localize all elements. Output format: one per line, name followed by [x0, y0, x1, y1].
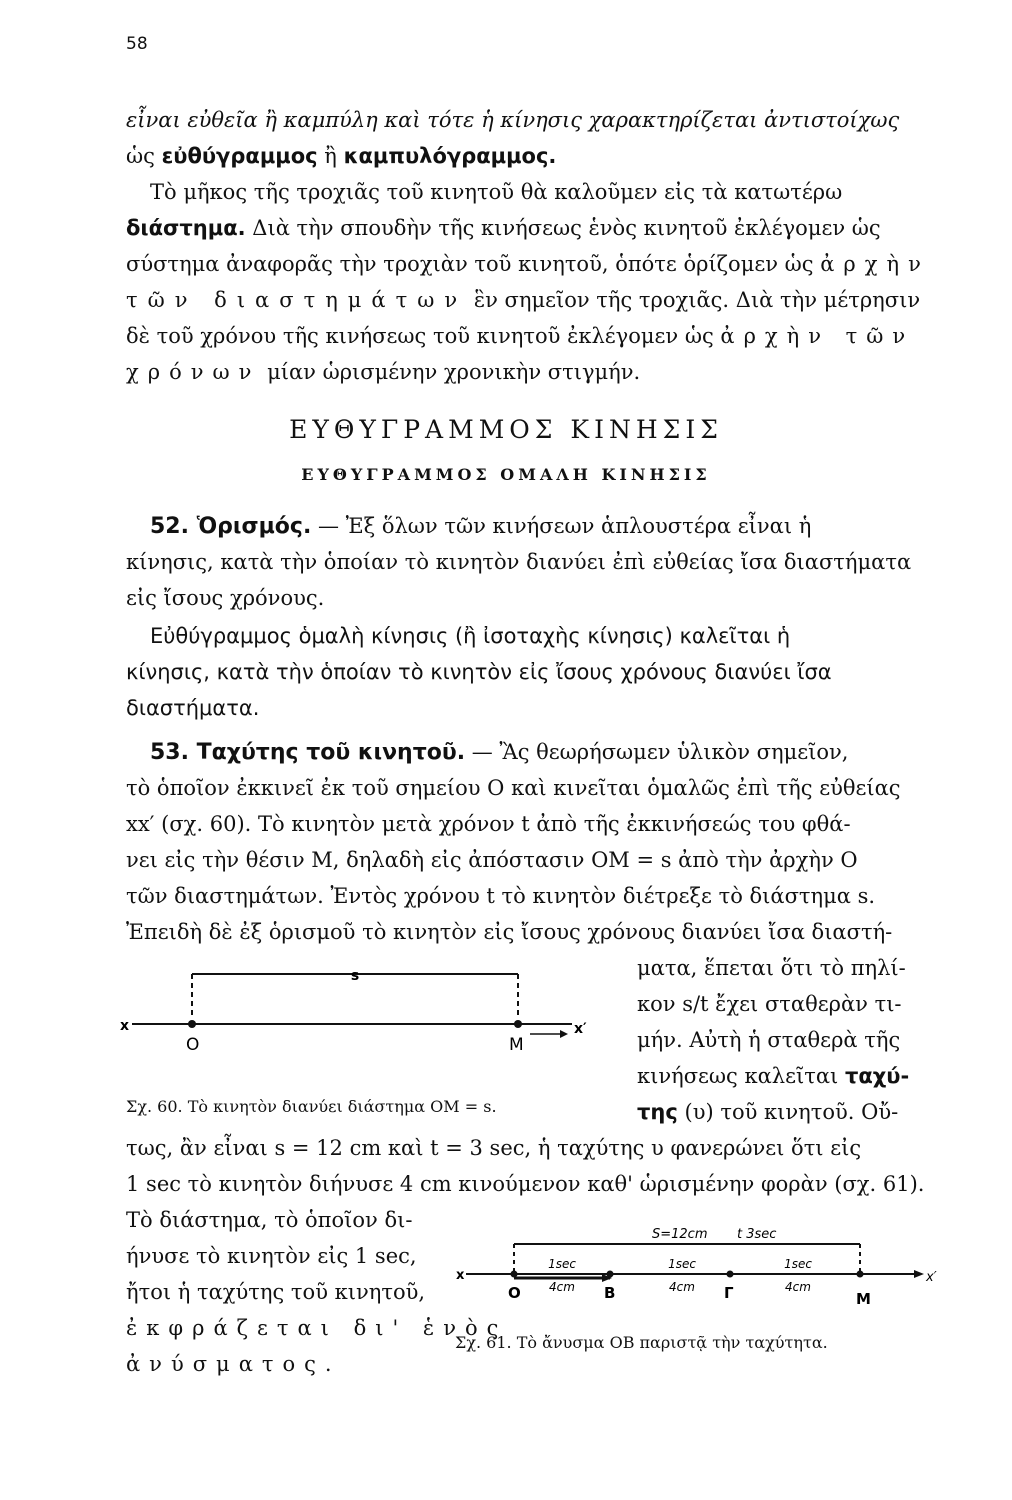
sec52-line2: κίνησις, κατὰ τὴν ὁποίαν τὸ κινητὸν διανύει ἐπὶ εὐθείας ἴσα διαστήματα: [126, 550, 912, 574]
fig60-label-O: O: [186, 1035, 200, 1055]
fig61-point-M: [857, 1271, 864, 1278]
fig60-point-O: [188, 1020, 196, 1028]
figure-61: [452, 1218, 944, 1328]
sec52-def-line2: κίνησις, κατὰ τὴν ὁποίαν τὸ κινητὸν εἰς ἴσους χρόνους διανύει ἴσα: [126, 660, 832, 684]
fig61-seg3-len: 4cm: [785, 1280, 811, 1294]
term-origin-distances: ἀρχὴν: [820, 252, 930, 276]
fig61-label-x-prime: x′: [926, 1270, 937, 1285]
fig61-label-top: S=12cm: [652, 1227, 708, 1242]
para2-line1: Τὸ μῆκος τῆς τροχιᾶς τοῦ κινητοῦ θὰ καλοῦμεν εἰς τὰ κατωτέρω: [150, 180, 843, 204]
fig61-label-O: O: [508, 1284, 521, 1302]
sec53-line8: 1 sec τὸ κινητὸν διήνυσε 4 cm κινούμενον καθ' ὡρισμένην φορὰν (σχ. 61).: [126, 1172, 925, 1196]
page-number: 58: [126, 34, 148, 54]
fig61-label-x: x: [456, 1268, 465, 1283]
sec53-right-line4: κινήσεως καλεῖται ταχύ-: [637, 1064, 910, 1088]
sec53-right-line1: ματα, ἕπεται ὅτι τὸ πηλί-: [637, 956, 906, 980]
term-distance: διάστημα.: [126, 216, 246, 240]
para1-line2: ὡς εὐθύγραμμος ἢ καμπυλόγραμμος.: [126, 144, 557, 168]
sec53-right-line5: της (υ) τοῦ κινητοῦ. Οὔ-: [637, 1100, 899, 1124]
sec53-left-line3: ἤτοι ἡ ταχύτης τοῦ κινητοῦ,: [126, 1280, 426, 1304]
term-velocity: ταχύ-: [844, 1064, 910, 1088]
fig60-direction-arrow: [560, 1030, 568, 1038]
heading-sub: ΕΥΘΥΓΡΑΜΜΟΣ ΟΜΑΛΗ ΚΙΝΗΣΙΣ: [301, 465, 711, 484]
fig61-label-top2: t 3sec: [737, 1227, 777, 1242]
fig61-seg2-len: 4cm: [669, 1280, 695, 1294]
fig61-caption: Σχ. 61. Τὸ ἄνυσμα ΟΒ παριστᾷ τὴν ταχύτητα.: [455, 1333, 828, 1352]
para2-line3: σύστημα ἀναφορᾶς τὴν τροχιὰν τοῦ κινητοῦ, ὁπότε ὁρίζομεν ὡς ἀρχὴν: [126, 252, 930, 276]
fig60-label-M: M: [509, 1035, 524, 1055]
para2-line4: τῶν διαστημάτων ἓν σημεῖον τῆς τροχιᾶς. Διὰ τὴν μέτρησιν: [126, 288, 921, 312]
fig61-label-M: M: [856, 1290, 871, 1308]
sec52-def-line3: διαστήματα.: [126, 696, 260, 720]
sec53-left-line5: ἀνύσματος.: [126, 1352, 341, 1376]
figure-60: [110, 958, 610, 1078]
para2-line2: διάστημα. Διὰ τὴν σπουδὴν τῆς κινήσεως ἑνὸς κινητοῦ ἐκλέγομεν ὡς: [126, 216, 881, 240]
fig60-caption: Σχ. 60. Τὸ κινητὸν διανύει διάστημα ΟΜ = s.: [126, 1097, 497, 1116]
sec53-line4: νει εἰς τὴν θέσιν Μ, δηλαδὴ εἰς ἀπόστασιν ΟΜ = s ἀπὸ τὴν ἀρχὴν Ο: [126, 848, 858, 872]
sec53-right-line3: μήν. Αὐτὴ ἡ σταθερὰ τῆς: [637, 1028, 901, 1052]
fig61-seg1-time: 1sec: [548, 1257, 576, 1271]
sec53-line1: 53. Ταχύτης τοῦ κινητοῦ. — Ἂς θεωρήσωμεν ὑλικὸν σημεῖον,: [150, 740, 849, 765]
fig61-axis-arrow: [914, 1270, 924, 1278]
sec52-title: 52. Ὁρισμός.: [150, 514, 312, 539]
sec52-line1: 52. Ὁρισμός. — Ἐξ ὅλων τῶν κινήσεων ἁπλουστέρα εἶναι ἡ: [150, 514, 812, 539]
fig61-seg1-len: 4cm: [549, 1280, 575, 1294]
sec53-line6: Ἐπειδὴ δὲ ἐξ ὁρισμοῦ τὸ κινητὸν εἰς ἴσους χρόνους διανύει ἴσα διαστή-: [126, 920, 893, 944]
term-origin-times: ἀρχὴν τῶν: [720, 324, 915, 348]
para1-line1: εἶναι εὐθεῖα ἢ καμπύλη καὶ τότε ἡ κίνησις χαρακτηρίζεται ἀντιστοίχως: [126, 108, 900, 132]
fig60-label-s: s: [350, 968, 360, 984]
fig60-label-x: x: [120, 1018, 130, 1034]
fig61-point-G: [727, 1271, 734, 1278]
sec52-line3: εἰς ἴσους χρόνους.: [126, 586, 325, 610]
sec52-def-line1: Εὐθύγραμμος ὁμαλὴ κίνησις (ἢ ἰσοταχὴς κίνησις) καλεῖται ἡ: [150, 624, 791, 648]
fig61-seg2-time: 1sec: [668, 1257, 696, 1271]
fig61-point-B: [607, 1271, 614, 1278]
fig61-label-B: B: [604, 1284, 616, 1302]
term-curvilinear: καμπυλόγραμμος.: [343, 144, 557, 168]
fig61-seg3-time: 1sec: [784, 1257, 812, 1271]
sec53-right-line2: κον s/t ἔχει σταθερὰν τι-: [637, 992, 902, 1016]
term-rectilinear: εὐθύγραμμος: [161, 144, 318, 168]
sec53-line2: τὸ ὁποῖον ἐκκινεῖ ἐκ τοῦ σημείου Ο καὶ κινεῖται ὁμαλῶς ἐπὶ τῆς εὐθείας: [126, 776, 901, 800]
para2-line6: χρόνων μίαν ὡρισμένην χρονικὴν στιγμήν.: [126, 360, 641, 384]
sec53-line7: τως, ἂν εἶναι s = 12 cm καὶ t = 3 sec, ἡ ταχύτης υ φανερώνει ὅτι εἰς: [126, 1136, 862, 1160]
fig60-label-x-prime: x′: [574, 1021, 587, 1037]
fig61-point-O: [511, 1271, 518, 1278]
sec53-left-line2: ήνυσε τὸ κινητὸν εἰς 1 sec,: [126, 1244, 417, 1268]
sec53-line3: xx′ (σχ. 60). Τὸ κινητὸν μετὰ χρόνον t ἀπὸ τῆς ἐκκινήσεώς του φθά-: [126, 812, 851, 836]
heading-main: ΕΥΘΥΓΡΑΜΜΟΣ ΚΙΝΗΣΙΣ: [289, 415, 723, 444]
sec53-left-line1: Τὸ διάστημα, τὸ ὁποῖον δι-: [126, 1208, 413, 1232]
sec53-left-line4: ἐκφράζεται δι' ἑνὸς: [126, 1316, 508, 1340]
sec53-title: 53. Ταχύτης τοῦ κινητοῦ.: [150, 740, 466, 765]
para2-line5: δὲ τοῦ χρόνου τῆς κινήσεως τοῦ κινητοῦ ἐκλέγομεν ὡς ἀρχὴν τῶν: [126, 324, 915, 348]
fig61-label-G: Γ: [724, 1284, 734, 1302]
fig60-point-M: [514, 1020, 522, 1028]
sec53-line5: τῶν διαστημάτων. Ἐντὸς χρόνου t τὸ κινητὸν διέτρεξε τὸ διάστημα s.: [126, 884, 876, 908]
